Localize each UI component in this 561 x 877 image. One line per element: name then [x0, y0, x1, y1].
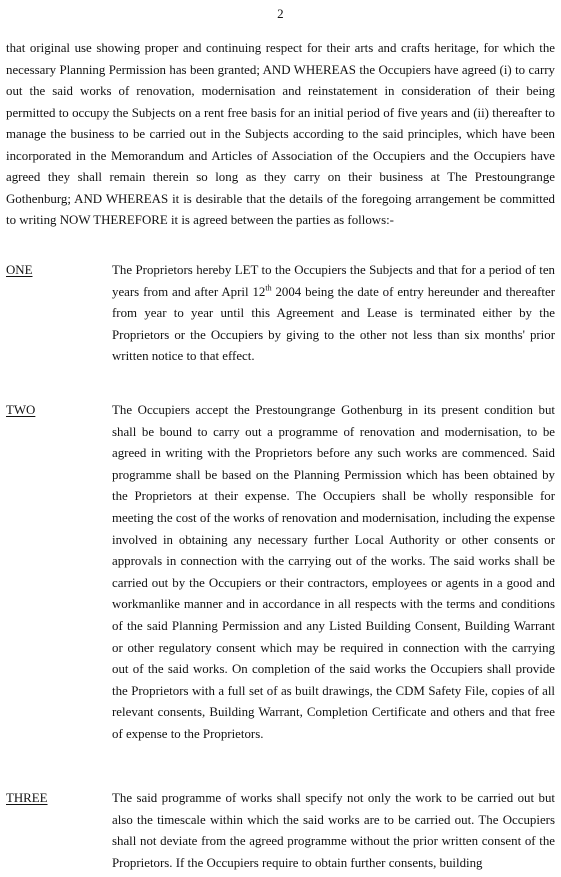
clause-two-body: The Occupiers accept the Prestoungrange Gothenburg in its present condition but shall be bound to carry out a programme of renovation and modernisation, to be agreed in writing with the Proprietors before any such works are commenced. Said programme shall be based on the Planning Permission which has been obtained by the Proprietors at their expense. The Occupiers shall be wholly responsible for meeting the cost of the works of renovation and modernisation, including the expense involved in obtaining any necessary further Local Authority or other consents or approvals in connection with the carrying out of the works. The said works shall be carried out by the Occupiers or their contractors, employees or agents in a good and workmanlike manner and in accordance in all respects with the terms and conditions of the said Planning Permission and any Listed Building Consent, Building Warrant or other regulatory consent which may be required in connection with the carrying out of the said works. On completion of the said works the Occupiers shall provide the Proprietors with a full set of as built drawings, the CDM Safety File, copies of all relevant consents, Building Warrant, Completion Certificate and others and that free of expense to the Proprietors. [112, 403, 555, 741]
clause-one-body [112, 260, 555, 368]
clause-one-superscript: th [265, 283, 272, 293]
clause-three-heading: THREE [6, 791, 48, 805]
clause-two-heading: TWO [6, 403, 36, 417]
clause-one-text-before: The Proprietors hereby LET to the Occupiers the Subjects and that for a period of ten years from and after April 12 [112, 263, 555, 299]
clause-one-text-after: 2004 being the date of entry hereunder and thereafter from year to year until this Agreement and Lease is terminated either by the Proprietors or the Occupiers by giving to the other not less than six months' prior written notice to that effect. [112, 284, 555, 364]
clause-three-body: The said programme of works shall specify not only the work to be carried out but also the timescale within which the said works are to be carried out. The Occupiers shall not deviate from the agreed programme without the prior written consent of the Proprietors. If the Occupiers require to obtain further consents, building [112, 791, 555, 870]
page-number: 2 [277, 6, 284, 21]
intro-paragraph: that original use showing proper and continuing respect for their arts and crafts heritage, for which the necessary Planning Permission has been granted; AND WHEREAS the Occupiers have agreed (i) to carry out the said works of renovation, modernisation and reinstatement in consideration of their being permitted to occupy the Subjects on a rent free basis for an initial period of five years and (ii) thereafter to manage the business to be carried out in the Subjects according to the said principles, which have been incorporated in the Memorandum and Articles of Association of the Occupiers and the Occupiers have agreed they shall remain therein so long as they carry on their business at The Prestoungrange Gothenburg; AND WHEREAS it is desirable that the details of the foregoing arrangement be committed to writing NOW THEREFORE it is agreed between the parties as follows:- [6, 41, 555, 228]
clause-one-heading: ONE [6, 263, 33, 277]
